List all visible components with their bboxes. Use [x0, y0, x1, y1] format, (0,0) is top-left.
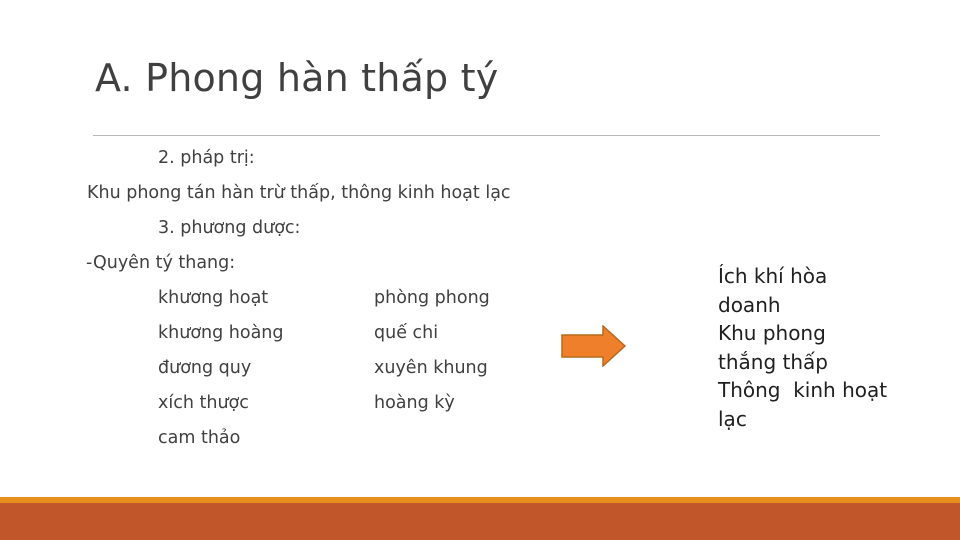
treatment-text: Khu phong tán hàn trừ thấp, thông kinh hoạt lạc [87, 183, 511, 203]
formula-heading: 3. phương dược: [158, 218, 301, 238]
effect-line: Ích khí hòa [718, 264, 828, 288]
title-divider [93, 135, 880, 136]
herb-item: đương quy [158, 358, 252, 378]
herb-item: phòng phong [374, 288, 490, 308]
herb-item: quế chi [374, 323, 439, 343]
herb-item: cam thảo [158, 428, 241, 448]
effect-line: thắng thấp [718, 349, 828, 374]
right-arrow-icon [561, 325, 627, 367]
herb-item: xích thược [158, 393, 249, 413]
effect-line: Khu phong [718, 321, 826, 345]
herb-item: khương hoạt [158, 288, 269, 308]
herb-item: hoàng kỳ [374, 393, 455, 413]
formula-name: -Quyên tý thang: [86, 253, 236, 273]
effect-line: doanh [718, 292, 781, 317]
herb-item: xuyên khung [374, 358, 488, 378]
slide-title: A. Phong hàn thấp tý [95, 56, 499, 100]
treatment-heading: 2. pháp trị: [158, 148, 255, 168]
herb-item: khương hoàng [158, 323, 284, 343]
effect-line: lạc [718, 406, 747, 431]
effects-list [718, 262, 918, 433]
footer-band [0, 503, 960, 540]
effect-line: Thông kinh hoạt [718, 378, 888, 402]
